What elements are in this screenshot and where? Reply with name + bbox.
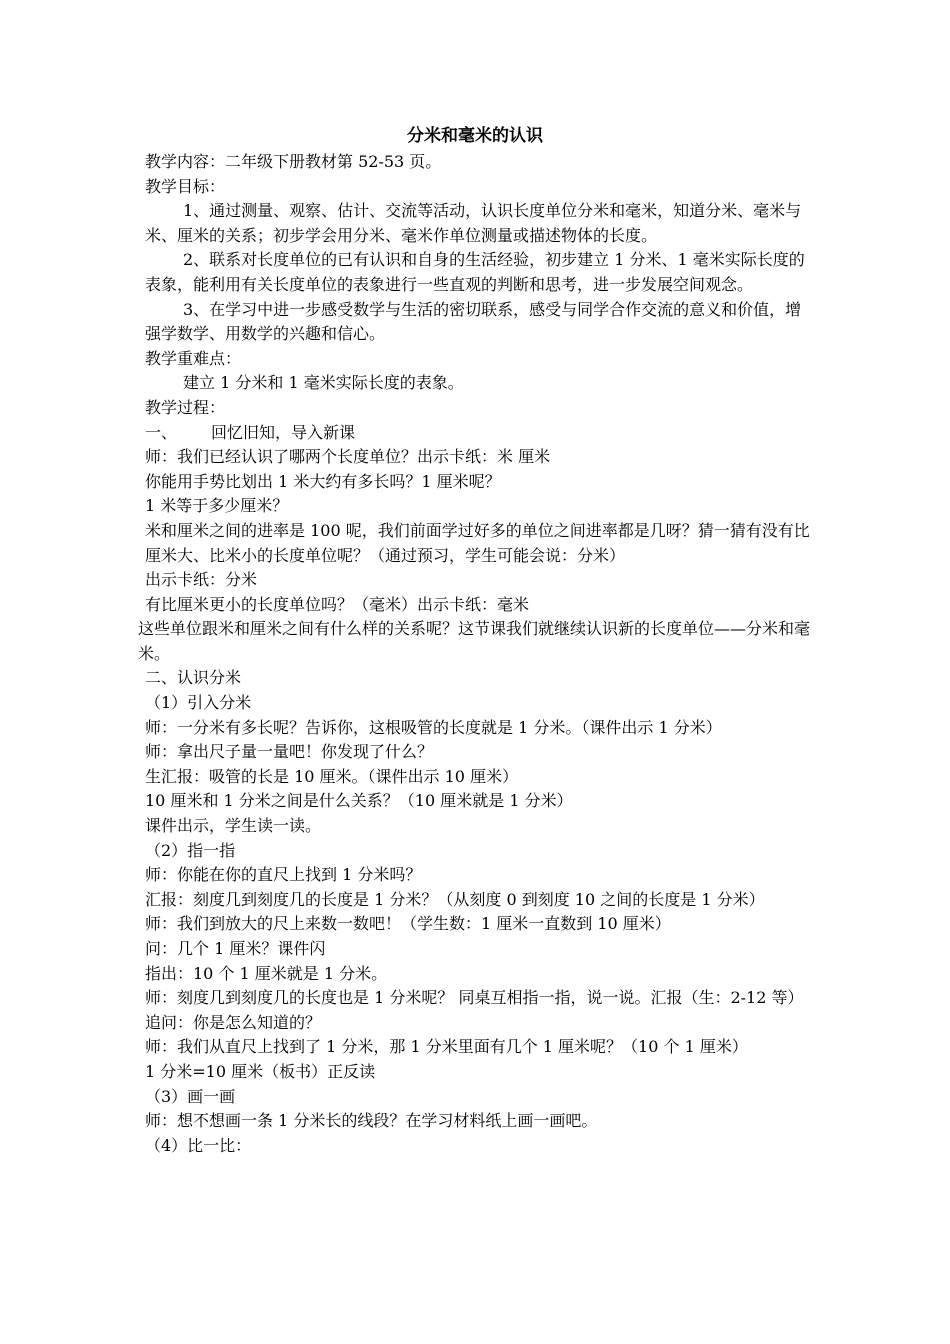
paragraph: 1 米等于多少厘米？ [145,496,289,516]
subsection-heading: （4）比一比： [145,1135,252,1155]
paragraph: 有比厘米更小的长度单位吗？（毫米）出示卡纸：毫米 [145,594,530,614]
paragraph: 师：你能在你的直尺上找到 1 分米吗？ [145,865,422,885]
teaching-goals-heading: 教学目标： [145,176,226,196]
key-point: 建立 1 分米和 1 毫米实际长度的表象。 [183,373,464,393]
paragraph: 师：想不想画一条 1 分米长的线段？在学习材料纸上画一画吧。 [145,1111,598,1131]
teaching-content: 教学内容：二年级下册教材第 52-53 页。 [145,152,442,171]
paragraph-text: 这些单位跟米和厘米之间有什么样的关系呢？这节课我们就继续认识新的长度单位——分米和毫米。 [138,619,811,663]
paragraph: 你能用手势比划出 1 米大约有多长吗？1 厘米呢？ [145,471,501,491]
goal-3: 3、在学习中进一步感受数学与生活的密切联系，感受与同学合作交流的意义和价值，增强学数学、用数学的兴趣和信心。 [145,299,802,344]
section-1-title: 回忆旧知，导入新课 [211,422,356,442]
process-heading: 教学过程： [145,397,226,417]
paragraph: 米和厘米之间的进率是 100 呢，我们前面学过好多的单位之间进率都是几呀？猜一猜有没有比厘米大、比米小的长度单位呢？（通过预习，学生可能会说：分米） [145,520,810,565]
paragraph: 师：刻度几到刻度几的长度也是 1 分米呢？ 同桌互相指一指，说一说。汇报（生：2-12 等）追问：你是怎么知道的？ [145,988,804,1032]
paragraph: 师：我们已经认识了哪两个长度单位？出示卡纸：米 厘米 [145,447,551,467]
subsection-heading: （1）引入分米 [145,693,252,713]
document-title: 分米和毫米的认识 [407,126,543,146]
goal-1: 1、通过测量、观察、估计、交流等活动，认识长度单位分米和毫米，知道分米、毫米与米、厘米的关系；初步学会用分米、毫米作单位测量或描述物体的长度。 [145,201,802,245]
subsection-heading: （3）画一画 [145,1086,236,1106]
paragraph: 汇报：刻度几到刻度几的长度是 1 分米？（从刻度 0 到刻度 10 之间的长度是 1 分米） [145,889,765,909]
document-body [138,150,815,1158]
paragraph: 10 厘米和 1 分米之间是什么关系？（10 厘米就是 1 分米） [145,791,573,811]
paragraph: 师：一分米有多长呢？告诉你，这根吸管的长度就是 1 分米。（课件出示 1 分米） [145,717,722,737]
paragraph: 师：拿出尺子量一量吧！你发现了什么？ [145,742,434,762]
section-1-number: 一、 [145,422,178,442]
goal-2: 2、联系对长度单位的已有认识和自身的生活经验，初步建立 1 分米、1 毫米实际长度的表象，能利用有关长度单位的表象进行一些直观的判断和思考，进一步发展空间观念。 [145,250,805,294]
paragraph: 生汇报：吸管的长是 10 厘米。（课件出示 10 厘米） [145,766,519,786]
paragraph: 指出：10 个 1 厘米就是 1 分米。 [145,963,388,983]
paragraph: 师：我们到放大的尺上来数一数吧！（学生数：1 厘米一直数到 10 厘米） [145,914,671,934]
paragraph: 1 分米=10 厘米（板书）正反读 [145,1061,376,1081]
subsection-heading: （2）指一指 [145,840,236,860]
paragraph: 课件出示，学生读一读。 [145,816,322,836]
paragraph [138,617,815,666]
paragraph: 出示卡纸：分米 [145,570,258,590]
section-1-heading [145,421,815,446]
paragraph: 问：几个 1 厘米？课件闪 [145,939,326,958]
section-2-heading: 二、认识分米 [145,668,242,688]
key-points-heading: 教学重难点： [145,348,242,368]
paragraph: 师：我们从直尺上找到了 1 分米，那 1 分米里面有几个 1 厘米呢？（10 个 1 厘米） [145,1037,748,1057]
